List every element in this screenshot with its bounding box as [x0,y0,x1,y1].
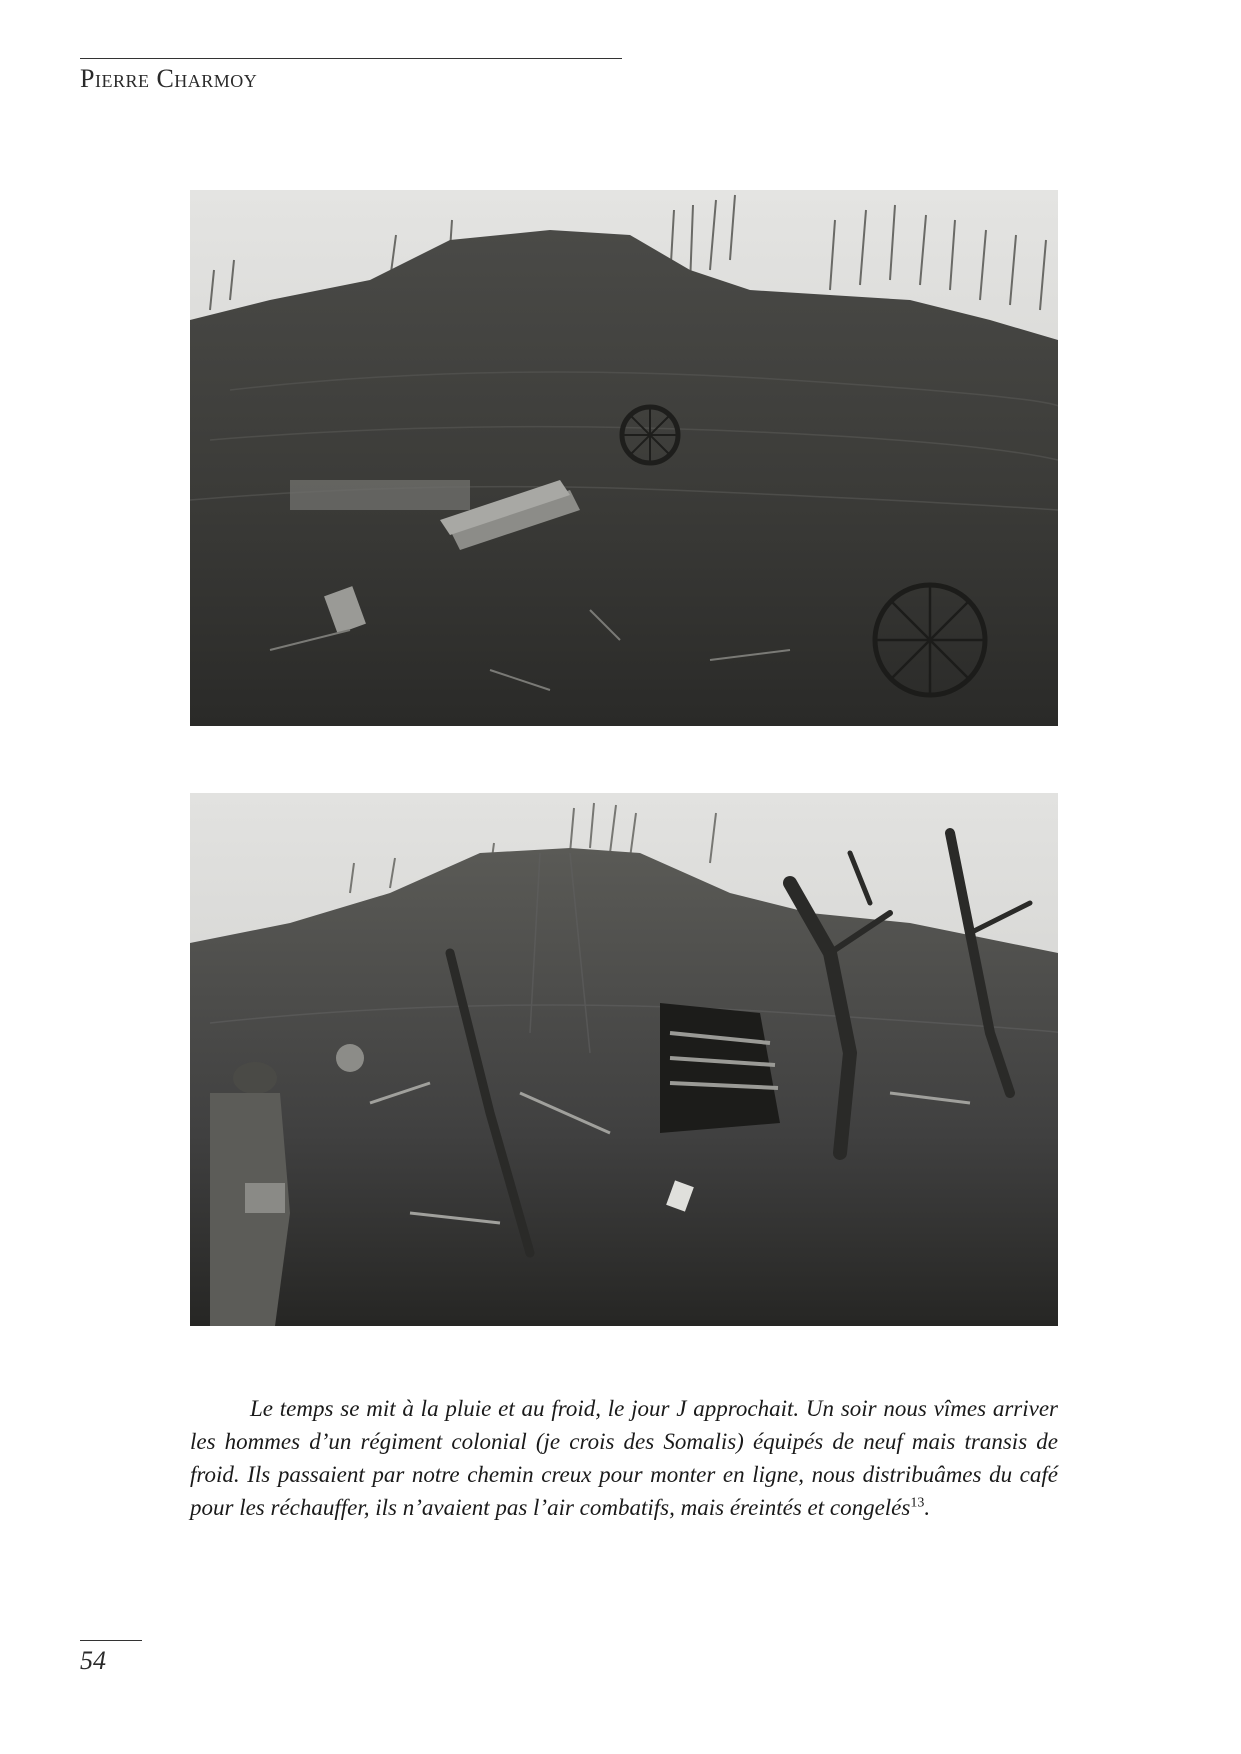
footer-rule [80,1640,142,1641]
photo-hillside-wreckage [190,190,1058,726]
paragraph-text: Le temps se mit à la pluie et au froid, le jour J approchait. Un soir nous vîmes arriver les hommes d’un régiment colonial (je crois des Somalis) équipés de neuf mais transis de froid. Ils passaient par notre chemin creux pour monter en ligne, nous distribuâmes du café pour les réchauffer, ils n’avaient pas l’air combatifs, mais éreintés et congelés [190,1396,1058,1520]
photo-hillside-soldier-shelter [190,793,1058,1326]
footnote-ref[interactable]: 13 [910,1495,925,1511]
body-paragraph [190,1392,1058,1524]
page-number: 54 [80,1646,106,1675]
running-head: Pierre Charmoy [80,64,258,93]
closing-punct: . [924,1495,931,1520]
header-rule [80,58,622,59]
